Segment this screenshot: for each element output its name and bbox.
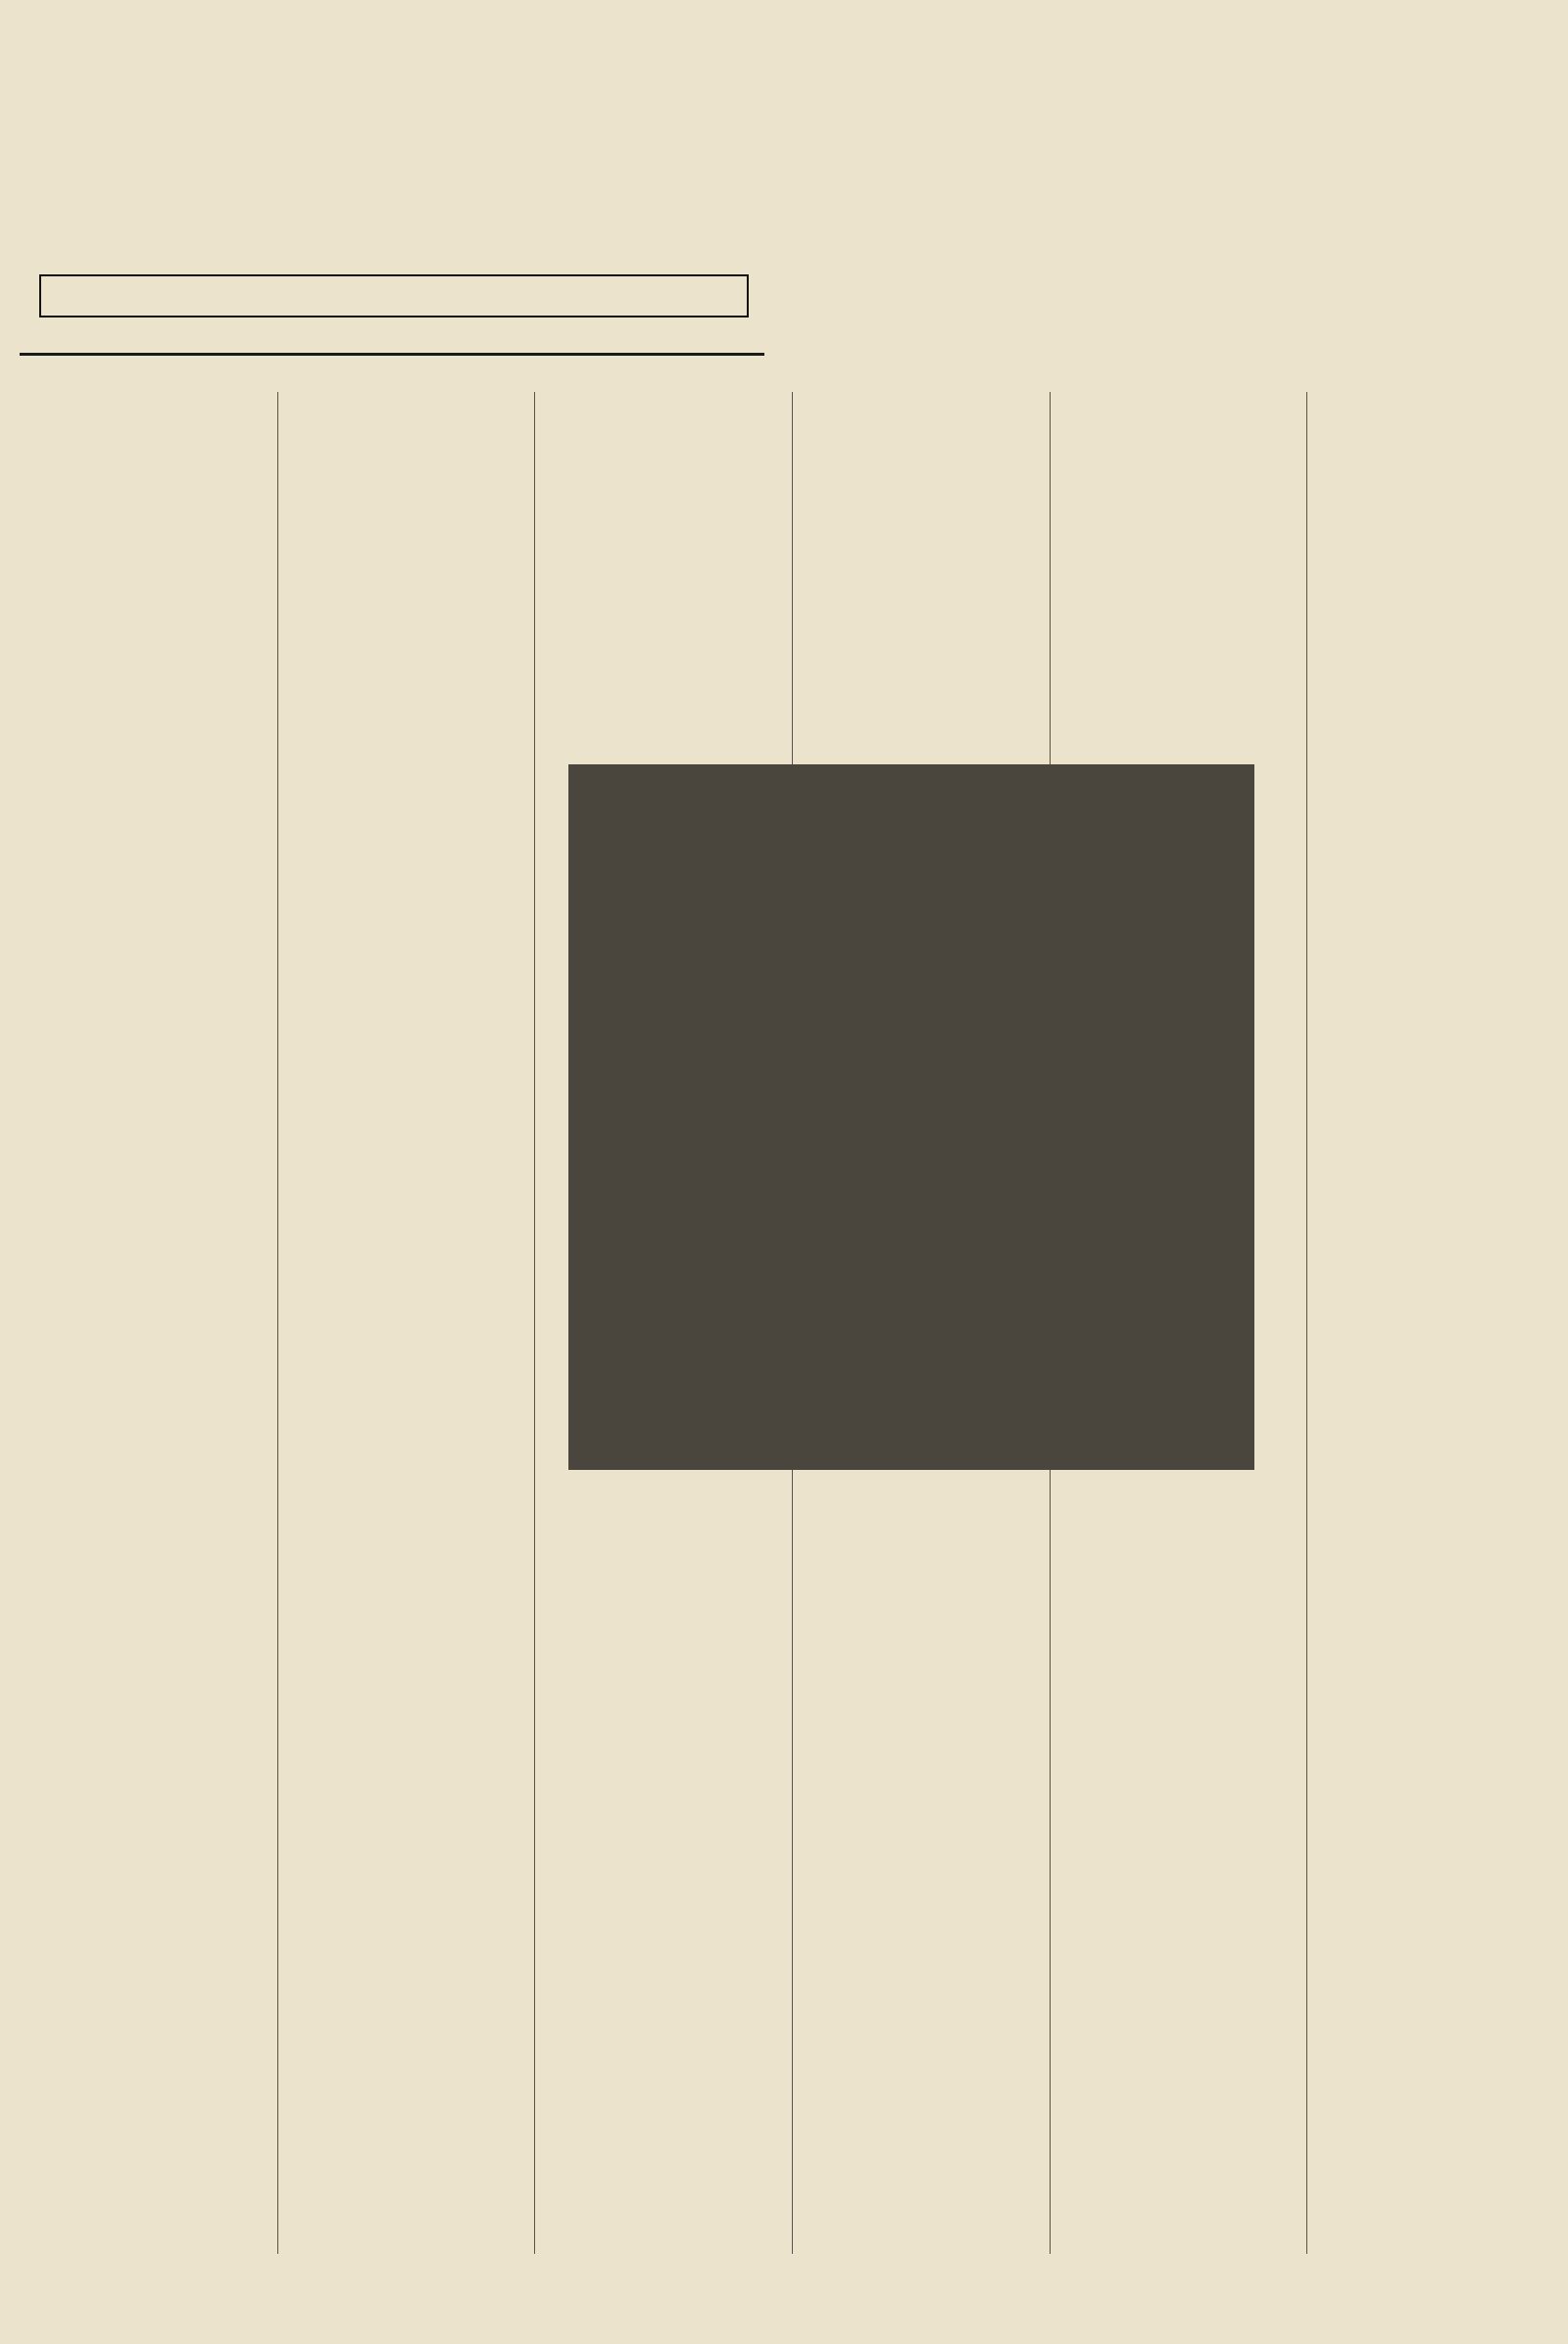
front-page-photo — [568, 764, 1254, 1470]
masthead — [20, 20, 764, 356]
column-6 — [1306, 392, 1548, 2254]
photo-caption — [568, 1480, 1254, 1509]
column-2 — [277, 392, 519, 2254]
dateline — [39, 274, 749, 317]
column-1 — [20, 392, 262, 2254]
newspaper-page — [20, 20, 1548, 2305]
lead-headline — [794, 20, 1548, 255]
logo — [39, 59, 745, 255]
